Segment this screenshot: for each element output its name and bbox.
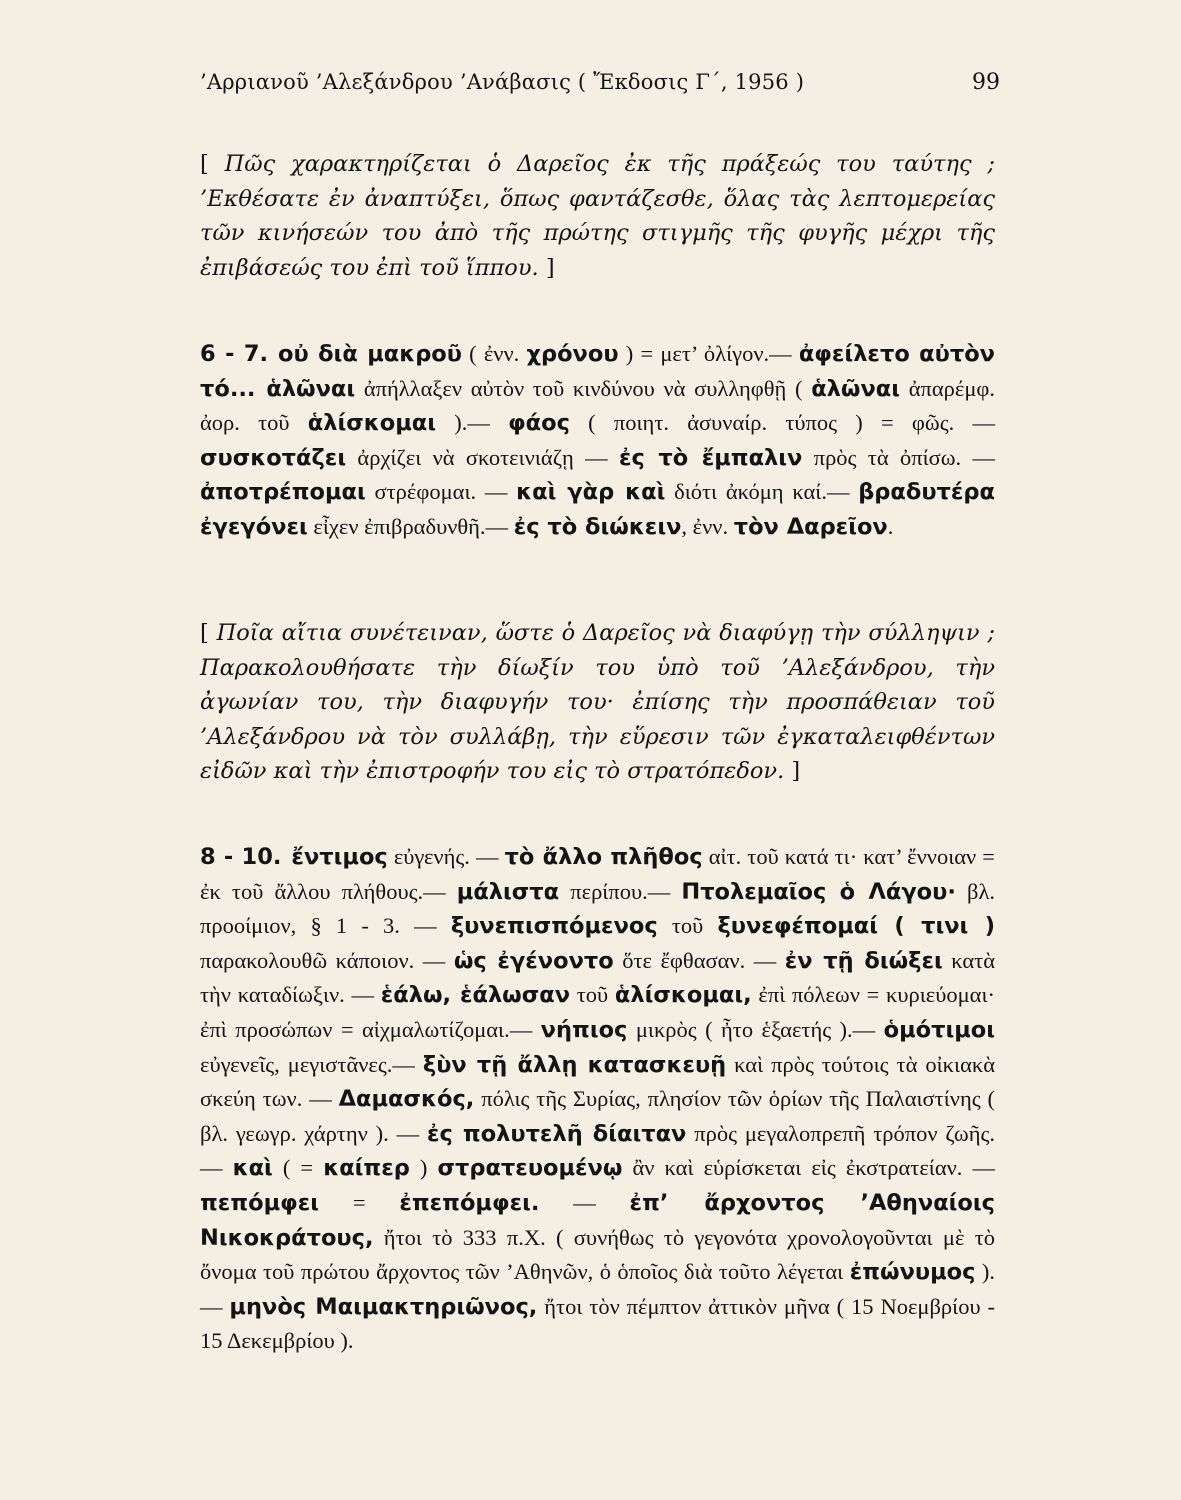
lemma-term: ἁλῶναι: [811, 375, 901, 402]
section-number: 6 - 7.: [200, 341, 269, 367]
lemma-term: στρατευομένῳ: [437, 1155, 623, 1182]
lemma-term: ὁμότιμοι: [883, 1016, 995, 1043]
gloss-text: πρὸς μεγαλοπρεπῆ τρόπον ζωῆς. —: [200, 1120, 996, 1181]
lemma-term: μάλιστα: [456, 878, 560, 905]
lemma-term: πεπόμφει: [200, 1189, 320, 1216]
gloss-text: πρὸς τὰ ὀπίσω. —: [802, 444, 996, 470]
gloss-text: , ἐνν.: [681, 513, 734, 539]
commentary-body: [200, 341, 995, 539]
lemma-term: μηνὸς Μαιμακτηριῶνος,: [229, 1293, 538, 1320]
lemma-term: ξὺν τῇ ἄλλῃ κατασκευῇ: [422, 1051, 727, 1078]
commentary-block-1: [200, 337, 995, 545]
lemma-term: οὐ διὰ μακροῦ: [278, 341, 462, 367]
gloss-text: εὐγενεῖς, μεγιστᾶνες.—: [200, 1051, 423, 1077]
lemma-term: καὶ: [232, 1155, 273, 1182]
open-bracket: [: [200, 620, 209, 646]
gloss-text: ἤτοι τὸ 333 π.Χ. ( συνήθως τὸ γεγονότα χρονολογοῦνται μὲ τὸ ὄνομα τοῦ πρώτου ἄρχοντος τῶν ’Αθηνῶν, ὁ ὁποῖος διὰ τοῦτο λέγεται: [200, 1224, 995, 1285]
lemma-term: ἁλίσκομαι: [307, 410, 436, 437]
section-number: 8 - 10.: [200, 844, 282, 870]
lemma-term: ἐπ’ ἄρχοντος ’Αθηναίοις Νικοκράτους,: [200, 1189, 995, 1251]
lemma-term: ἑάλω, ἑάλωσαν: [380, 982, 571, 1009]
gloss-text: παρακολουθῶ κάποιον. —: [200, 947, 454, 973]
question-block-1: [200, 147, 995, 285]
gloss-text: —: [539, 1189, 630, 1215]
lemma-term: ἐς πολυτελῆ δίαιταν: [426, 1120, 687, 1147]
gloss-text: ( ποιητ. ἀσυναίρ. τύπος ) = φῶς. —: [569, 410, 995, 436]
gloss-text: αἰτ. τοῦ κατά τι· κατ’ ἔννοιαν = ἐκ τοῦ ἄλλου πλήθους.—: [200, 844, 995, 904]
page-number: 99: [972, 70, 1000, 95]
lemma-term: καὶ γὰρ καὶ: [516, 479, 666, 506]
gloss-text: στρέφομαι. —: [365, 479, 517, 505]
gloss-text: ( =: [272, 1155, 324, 1181]
lemma-term: ἐς τὸ διώκειν: [513, 513, 682, 540]
gloss-text: ( ἐνν.: [461, 341, 527, 366]
gloss-text: ἂν καὶ εὑρίσκεται εἰς ἐκστρατείαν. —: [622, 1155, 995, 1181]
gloss-text: ἀπήλλαξεν αὐτὸν τοῦ κινδύνου νὰ συλληφθῇ (: [355, 375, 812, 401]
lemma-term: ἐπεπόμφει.: [399, 1189, 540, 1216]
gloss-text: ): [409, 1155, 438, 1181]
lemma-term: συσκοτάζει: [200, 444, 347, 471]
lemma-term: νήπιος: [540, 1016, 628, 1043]
gloss-text: πόλις τῆς Συρίας, πλησίον τῶν ὁρίων τῆς Παλαιστίνης ( βλ. γεωγρ. χάρτην ). —: [200, 1086, 995, 1146]
lemma-term: φάος: [508, 410, 570, 437]
lemma-term: ἔντιμος: [291, 844, 388, 870]
commentary-body: [200, 844, 995, 1353]
gloss-text: ἐπὶ πόλεων = κυριεύομαι· ἐπὶ προσώπων = αἰχμαλωτίζομαι.—: [200, 982, 995, 1042]
question-text: Πῶς χαρακτηρίζεται ὁ Δαρεῖος ἐκ τῆς πράξεώς του ταύτης ; ’Εκθέσατε ἐν ἀναπτύξει, ὅπως φαντάζεσθε, ὅλας τὰς λεπτομερείας τῶν κινήσεών του ἀπὸ τῆς πρώτης στιγμῆς τῆς φυγῆς μέχρι τῆς ἐπιβάσεώς του ἐπὶ τοῦ ἵππου.: [200, 151, 995, 281]
close-bracket: ]: [791, 758, 801, 785]
open-bracket: [: [200, 151, 209, 177]
lemma-term: βραδυτέρα ἐγεγόνει: [200, 479, 995, 540]
lemma-term: ἀποτρέπομαι: [200, 479, 366, 506]
commentary-block-2: [200, 840, 995, 1359]
gloss-text: ἀπαρέμφ. ἀορ. τοῦ: [200, 375, 995, 436]
close-bracket: ]: [545, 254, 555, 281]
running-header: [200, 70, 1000, 95]
lemma-term: ἁλίσκομαι,: [614, 982, 752, 1009]
gloss-text: ). —: [200, 1259, 996, 1319]
lemma-term: ἐς τὸ ἔμπαλιν: [618, 444, 803, 471]
lemma-term: τὸν Δαρεῖον: [733, 513, 888, 540]
gloss-text: ἀρχίζει νὰ σκοτεινιάζῃ —: [346, 444, 619, 470]
question-block-2: [200, 616, 995, 789]
header-title: ’Αρριανοῦ ’Αλεξάνδρου ’Ανάβασις ( Ἔκδοσις Γ΄, 1956 ): [200, 70, 805, 94]
question-text: Ποῖα αἴτια συνέτειναν, ὥστε ὁ Δαρεῖος νὰ διαφύγῃ τὴν σύλληψιν ; Παρακολουθήσατε τὴν δίωξίν του ὑπὸ τοῦ ’Αλεξάνδρου, τὴν ἀγωνίαν του, τὴν διαφυγήν του· ἐπίσης τὴν προσπάθειαν τοῦ ’Αλεξάνδρου νὰ τὸν συλλάβῃ, τὴν εὕρεσιν τῶν ἐγκαταλειφθέντων εἰδῶν καὶ τὴν ἐπιστροφήν του εἰς τὸ στρατόπεδον.: [200, 620, 995, 785]
gloss-text: .: [887, 513, 894, 539]
gloss-text: εὐγενής. —: [387, 844, 505, 869]
lemma-term: καίπερ: [323, 1155, 410, 1182]
gloss-text: μικρὸς ( ἦτο ἑξαετής ).—: [627, 1016, 884, 1042]
lemma-term: ἐπώνυμος: [849, 1259, 976, 1286]
lemma-term: ξυνεπισπόμενος: [450, 913, 658, 940]
gloss-text: εἶχεν ἐπιβραδυνθῆ.—: [307, 513, 514, 539]
lemma-term: τὸ ἄλλο πλῆθος: [504, 844, 703, 870]
gloss-text: βλ. προοίμιον, § 1 - 3. —: [200, 878, 995, 939]
lemma-term: Δαμασκός,: [338, 1086, 475, 1113]
lemma-term: ξυνεφέπομαί ( τινι ): [717, 913, 995, 940]
lemma-term: ἀφείλετο αὐτὸν τό... ἁλῶναι: [200, 341, 995, 402]
gloss-text: περίπου.—: [559, 878, 682, 904]
gloss-text: ).—: [436, 410, 509, 436]
lemma-term: ἐν τῇ διώξει: [784, 947, 943, 974]
gloss-text: κατὰ τὴν καταδίωξιν. —: [200, 947, 996, 1008]
gloss-text: ἤτοι τὸν πέμπτον ἀττικὸν μῆνα ( 15 Νοεμβρίου - 15 Δεκεμβρίου ).: [200, 1293, 995, 1354]
gloss-text: =: [319, 1189, 400, 1215]
gloss-text: ) = μετ’ ὀλίγον.—: [618, 341, 799, 366]
lemma-term: χρόνου: [526, 341, 619, 367]
gloss-text: τοῦ: [570, 982, 615, 1008]
gloss-text: τοῦ: [657, 913, 718, 939]
gloss-text: καὶ πρὸς τούτοις τὰ οἰκιακὰ σκεύη των. —: [200, 1051, 995, 1112]
gloss-text: διότι ἀκόμη καί.—: [665, 479, 859, 505]
gloss-text: ὅτε ἔφθασαν. —: [613, 947, 785, 973]
lemma-term: ὡς ἐγένοντο: [453, 947, 614, 974]
lemma-term: Πτολεμαῖος ὁ Λάγου·: [681, 878, 956, 905]
